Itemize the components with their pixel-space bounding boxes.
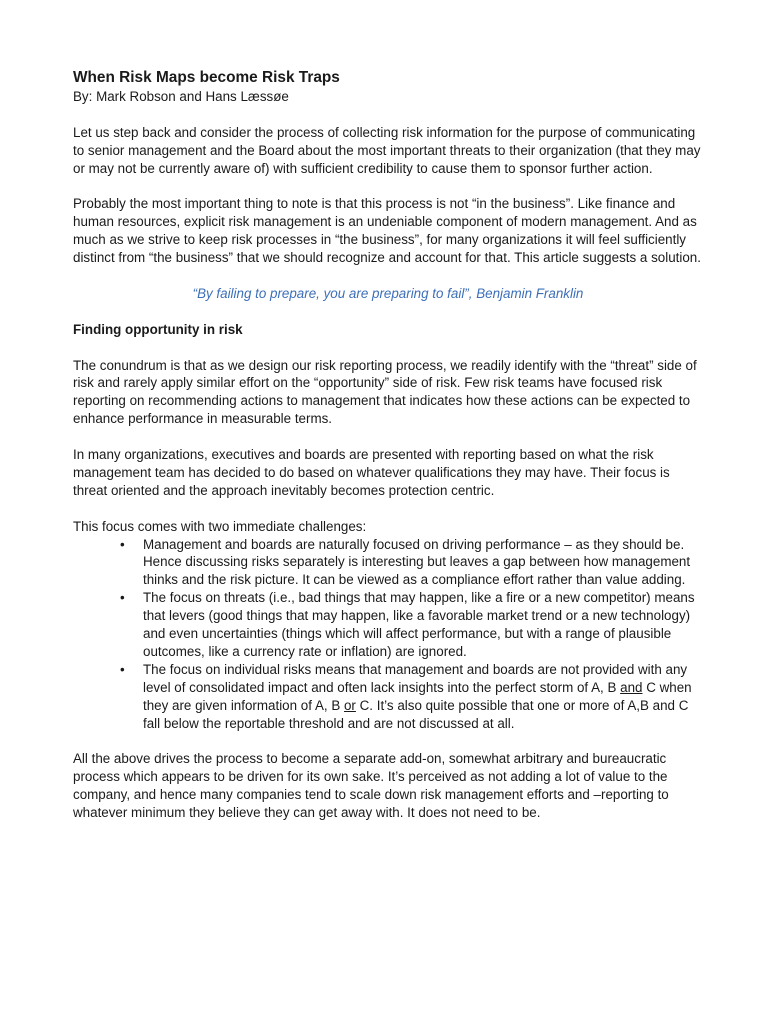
bullet-icon: • xyxy=(120,661,125,677)
bullet-icon: • xyxy=(120,536,125,552)
underlined-or: or xyxy=(343,697,356,713)
list-item-text-part: C. It’s also quite possible that one or more of A,B and C fall below the reportable threshold and are not discussed at all. xyxy=(143,697,689,731)
paragraph-closing: All the above drives the process to become a separate add-on, somewhat arbitrary and bureaucratic process which appears to be driven for its own sake. It’s perceived as not adding a lot of value to the company, and hence many companies tend to scale down risk management efforts and –reporting to whatever minimum they believe they can get away with. It does not need to be. xyxy=(73,751,669,821)
paragraph-conundrum: The conundrum is that as we design our risk reporting process, we readily identify with the “threat” side of risk and rarely apply similar effort on the “opportunity” side of risk. Few risk teams have focused risk reporting on recommending actions to management that indicates how these actions can be expected to enhance performance in measurable terms. xyxy=(73,357,697,427)
challenges-list xyxy=(73,536,703,733)
section-heading: Finding opportunity in risk xyxy=(73,321,243,337)
document-title: When Risk Maps become Risk Traps xyxy=(73,69,340,86)
paragraph-challenges-intro: This focus comes with two immediate challenges: xyxy=(73,518,367,534)
underlined-and: and xyxy=(620,679,643,695)
list-item xyxy=(120,589,703,661)
paragraph-organizations: In many organizations, executives and boards are presented with reporting based on what the risk management team has decided to do based on whatever qualifications they may have. Their focus is threat oriented and the approach inevitably becomes protection centric. xyxy=(73,447,670,498)
list-item xyxy=(120,661,703,733)
document-byline: By: Mark Robson and Hans Læssøe xyxy=(73,89,289,104)
list-item-text-part: The focus on individual risks means that management and boards are not provided with any level of consolidated impact and often lack insights into the perfect storm of A, B xyxy=(143,661,688,695)
paragraph-in-the-business: Probably the most important thing to note is that this process is not “in the business”. Like finance and human resources, explicit risk management is an undeniable component of modern management. And as much as we strive to keep risk processes in “the business”, for many organizations it will feel sufficiently distinct from “the business” that we should recognize and account for that. This article suggests a solution. xyxy=(73,196,701,266)
list-item-text: The focus on threats (i.e., bad things that may happen, like a fire or a new competitor) means that levers (good things that may happen, like a favorable market trend or a new technology) and even uncertainties (things which will affect performance, but with a range of plausible outcomes, like a currency rate or inflation) are ignored. xyxy=(143,590,695,659)
bullet-icon: • xyxy=(120,590,125,606)
pull-quote: “By failing to prepare, you are preparing to fail”, Benjamin Franklin xyxy=(192,285,584,301)
paragraph-intro: Let us step back and consider the process of collecting risk information for the purpose of communicating to senior management and the Board about the most important threats to their organization (that they may or may not be currently aware of) with sufficient credibility to cause them to sponsor further action. xyxy=(73,124,701,176)
list-item-text: Management and boards are naturally focused on driving performance – as they should be. Hence discussing risks separately is interesting but leaves a gap between how management thinks and the risk picture. It can be viewed as a compliance effort rather than value adding. xyxy=(143,536,691,588)
list-item xyxy=(120,536,703,590)
document-page xyxy=(73,68,703,840)
list-item-text-part: C when they are given information of A, B xyxy=(143,679,692,713)
